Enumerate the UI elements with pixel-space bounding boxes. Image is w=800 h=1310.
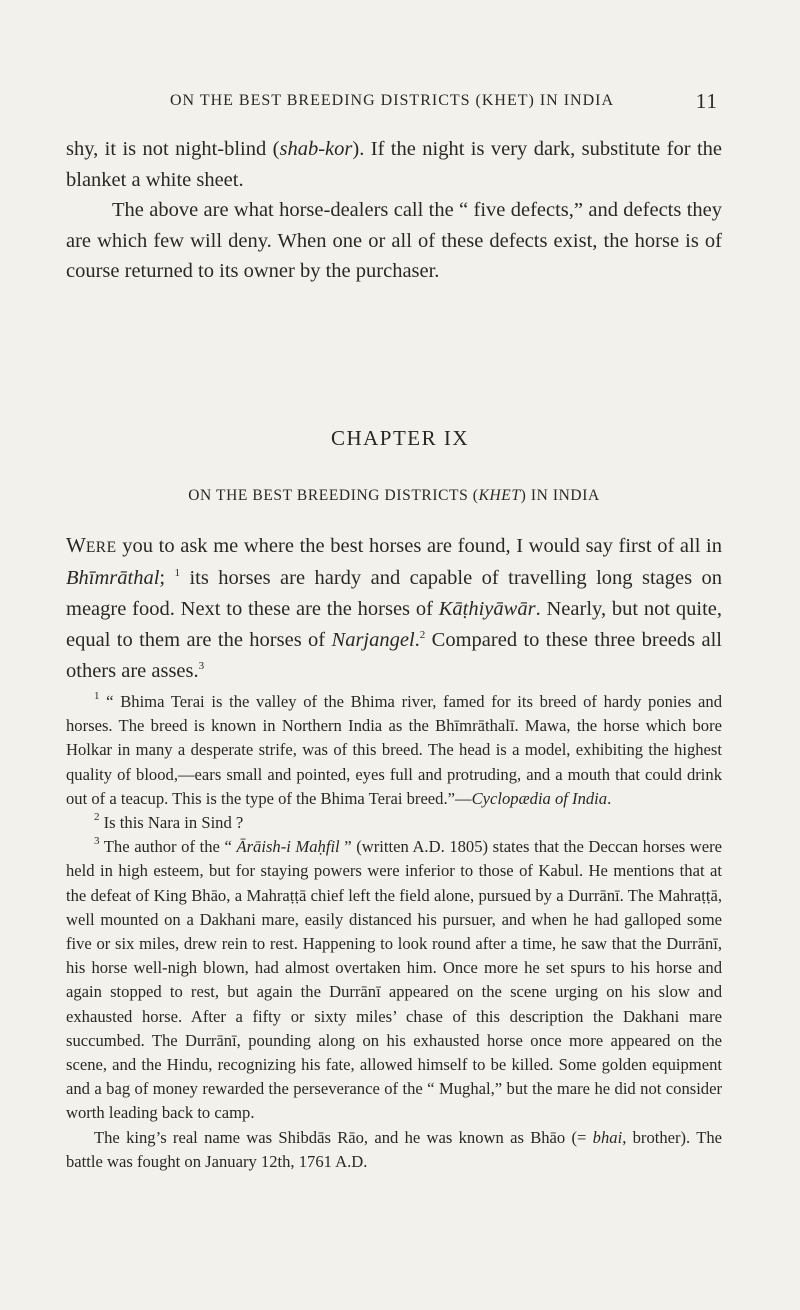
- text-run: Is this Nara in Sind ?: [99, 813, 244, 833]
- footnote-2: [66, 811, 722, 835]
- footnotes: [66, 690, 722, 1174]
- footnote-number: 3: [94, 835, 100, 848]
- text-run: .: [414, 629, 420, 651]
- italic-term: shab-kor: [279, 138, 353, 160]
- footnote-number: 1: [94, 690, 100, 702]
- text-run: , brother). The battle was fought on January 12th, 1761 A.D.: [66, 1127, 722, 1171]
- page-number: 11: [695, 89, 718, 113]
- italic-term: KHET: [478, 487, 521, 504]
- source-title: Cyclopædia of India: [471, 788, 608, 808]
- intro-paragraph-2: The above are what horse-dealers call the “ five defects,” and defects they are which few will deny. When one or all of these defects exist, the horse is of course returned to its owner by the purchaser.: [66, 199, 722, 282]
- smallcap-word: ERE: [85, 539, 117, 556]
- running-header: [170, 89, 718, 113]
- text-run: .: [607, 788, 612, 808]
- footnote-number: 2: [94, 811, 100, 824]
- text-run: The author of the “: [99, 837, 237, 857]
- source-title: Ārāish-i Maḥfil: [236, 837, 340, 857]
- text-run: . Nearly, but not quite, equal to them are the horses of: [66, 598, 722, 651]
- text-run: The king’s real name was Shibdās Rāo, and he was known as Bhāo (=: [94, 1127, 593, 1147]
- text-run: “ Bhima Terai is the valley of the Bhima river, famed for its breed of hardy ponies and horses. The breed is known in Northern India as the Bhīmrāthalī. Mawa, the horse which bore Holkar in many a desperate strife, was of this breed. The head is a model, exhibiting the highest quality of blood,—ears small and pointed, eyes full and protruding, and a mouth that could drink out of a teacup. This is the type of the Bhima Terai breed.”—: [66, 692, 722, 808]
- place-name: Narjangel: [331, 629, 415, 651]
- footnote-ref-1: 1: [174, 567, 181, 579]
- chapter-title: CHAPTER IX: [330, 426, 470, 450]
- footnote-3-continued: [66, 1126, 722, 1174]
- text-run: ON THE BEST BREEDING DISTRICTS (: [188, 487, 479, 504]
- text-run: ). If the night is very dark, substitute for the blanket a white sheet.: [66, 138, 723, 191]
- text-run: Compared to these three breeds all others are asses.: [66, 629, 722, 682]
- place-name: Kāṭhiyāwār: [438, 598, 536, 620]
- italic-term: bhai: [592, 1127, 623, 1147]
- intro-paragraph-1: [66, 134, 722, 195]
- footnote-ref-2: 2: [419, 629, 426, 641]
- text-run: its horses are hardy and capable of travelling long stages on meagre food. Next to these are the horses of: [66, 567, 722, 620]
- footnote-1: [66, 690, 722, 811]
- text-run: ) IN INDIA: [520, 487, 600, 504]
- footnote-3: [66, 835, 722, 1125]
- place-name: Bhīmrāthal: [66, 567, 160, 589]
- text-run: shy, it is not night-blind (: [66, 138, 280, 160]
- footnote-ref-3: 3: [198, 660, 205, 672]
- text-run: you to ask me where the best horses are found, I would say first of all in: [116, 535, 722, 557]
- chapter-subtitle: [66, 487, 722, 505]
- running-header-title: ON THE BEST BREEDING DISTRICTS (KHET) IN INDIA: [170, 92, 615, 109]
- initial-letter: W: [66, 533, 86, 557]
- text-run: ” (written A.D. 1805) states that the Deccan horses were held in high esteem, but for staying powers were inferior to those of Kabul. He mentions that at the defeat of King Bhāo, a Mahraṭṭā chief left the field alone, pursued by a Durrānī. The Mahraṭṭā, well mounted on a Dakhani mare, easily distanced his pursuer, and when he had galloped some five or six miles, drew rein to rest. Happening to look round after a time, he saw that the Durrānī, his horse well-nigh blown, had almost overtaken him. Once more he set spurs to his horse and again stopped to rest, but again the Durrānī appeared on the scene urging on his slow and exhausted horse. After a fifty or sixty miles’ chase of this description the Dakhani mare succumbed. The Durrānī, pounding along on his exhausted horse once more appeared on the scene, and the Hindu, recognizing his fate, allowed himself to be killed. Some golden equipment and a bag of money rewarded the perseverance of the “ Mughal,” but the mare he did not consider worth leading back to camp.: [66, 837, 723, 1123]
- text-run: ;: [159, 567, 175, 589]
- intro-text: [66, 134, 722, 287]
- chapter-opening-paragraph: [66, 530, 722, 687]
